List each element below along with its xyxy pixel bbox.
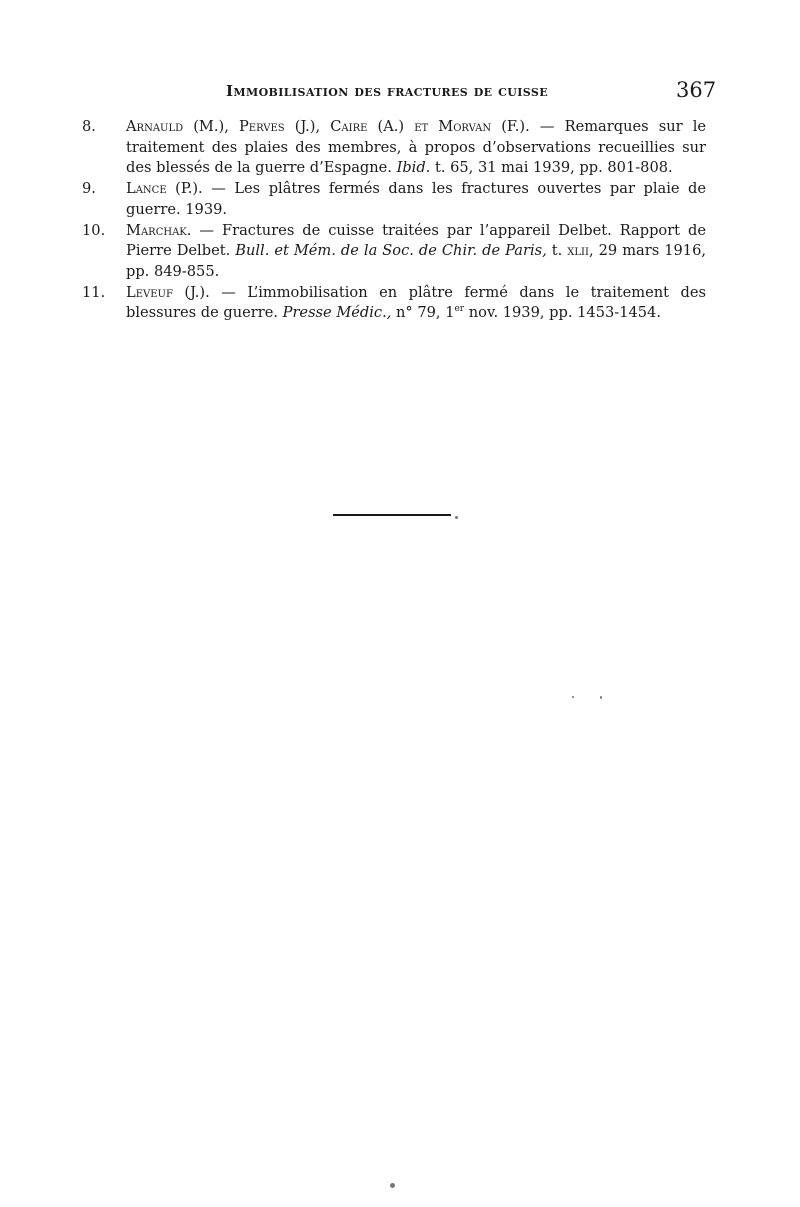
end-rule: [333, 514, 451, 516]
reference-number: 9.: [82, 180, 96, 198]
reference-title: — Les plâtres fermés dans les fractures ouvertes par plaie de guerre. 1939.: [126, 180, 707, 218]
reference-journal: Presse Médic.,: [282, 304, 392, 322]
print-speck: [455, 516, 458, 519]
reference-authors: Leveuf (J.).: [126, 283, 210, 301]
reference-details-prefix: n° 79, 1: [391, 304, 455, 322]
print-speck: [390, 1183, 395, 1188]
reference-title: — Fractures de cuisse traitées par l’appareil Delbet. Rapport de Pierre Delbet.: [126, 221, 706, 260]
reference-authors: Marchak.: [126, 221, 192, 239]
running-title: Immobilisation des fractures de cuisse: [226, 82, 549, 100]
reference-volume: xlii: [567, 242, 589, 260]
reference-list: [82, 117, 706, 324]
print-speck: [600, 696, 602, 699]
reference-10: [82, 221, 706, 283]
reference-number: 11.: [82, 283, 106, 301]
reference-11: [82, 283, 706, 324]
reference-number: 8.: [82, 118, 96, 135]
reference-9: [82, 179, 706, 220]
reference-details: , 29 mars 1916, pp. 849-855.: [126, 242, 706, 280]
print-speck: [572, 696, 574, 698]
reference-authors: Lance (P.).: [126, 180, 203, 198]
reference-details: t. 65, 31 mai 1939, pp. 801-808.: [430, 159, 673, 177]
reference-superscript: er: [454, 304, 465, 315]
reference-title: — L’immobilisation en plâtre fermé dans le traitement des blessures de guerre.: [126, 283, 707, 322]
reference-number: 10.: [82, 221, 106, 239]
reference-journal: Bull. et Mém. de la Soc. de Chir. de Paris,: [235, 242, 547, 260]
reference-details-prefix: t.: [546, 242, 568, 260]
reference-8: [82, 117, 706, 179]
reference-journal: Ibid.: [396, 159, 431, 177]
reference-authors: Arnauld (M.), Perves (J.), Caire (A.) et Morvan (F.).: [126, 118, 530, 135]
page-number: 367: [676, 78, 717, 102]
page-header: [0, 78, 800, 106]
reference-title: — Remarques sur le traitement des plaies des membres, à propos d’observations recueillies sur des blessés de la guerre d’Espagne.: [126, 118, 706, 177]
reference-details: nov. 1939, pp. 1453-1454.: [464, 304, 661, 322]
